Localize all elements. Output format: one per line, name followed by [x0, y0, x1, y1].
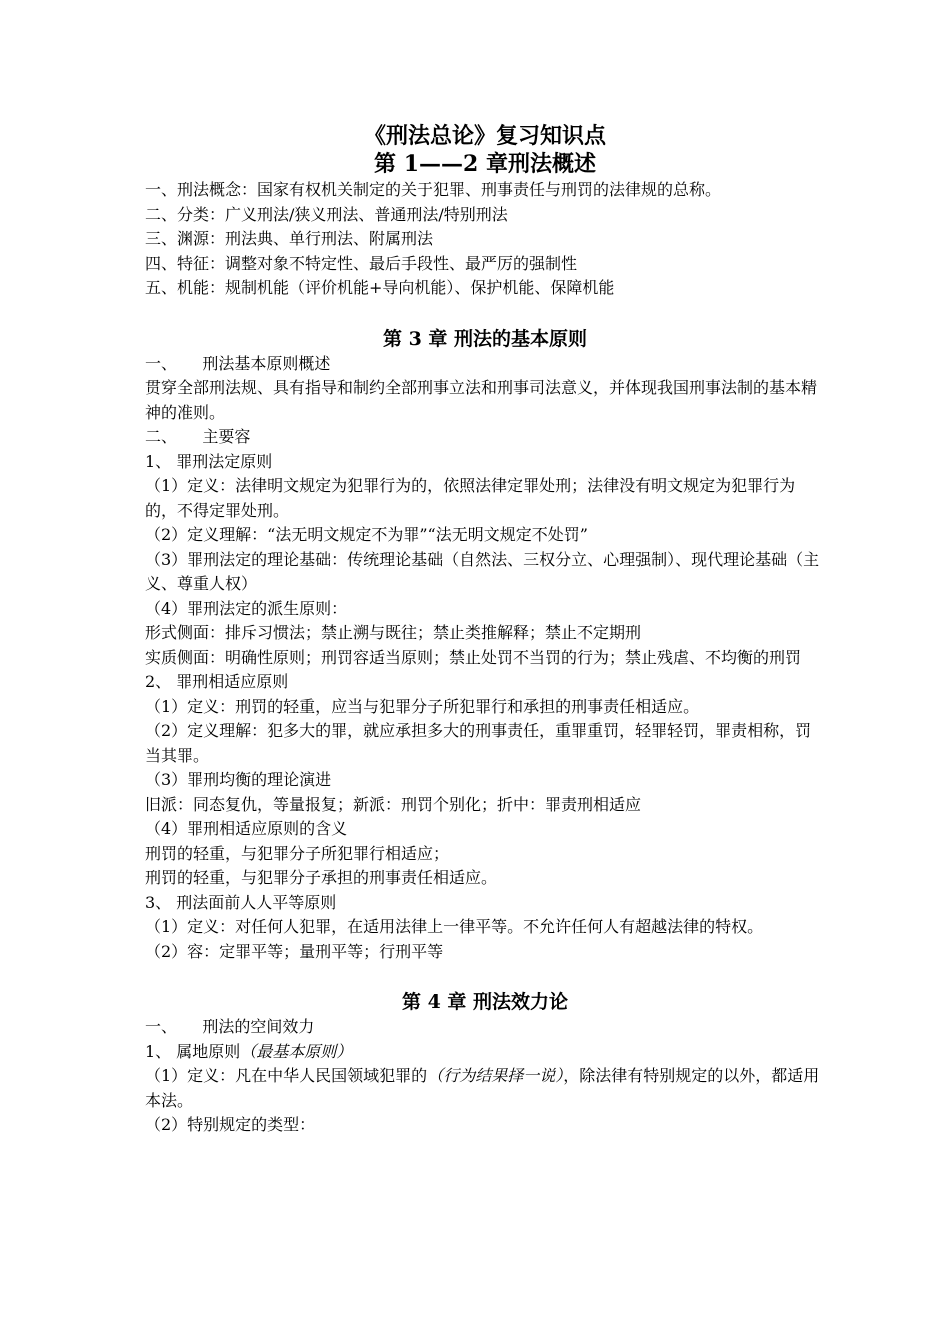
subsection-heading: [145, 1040, 825, 1065]
paragraph: 刑罚的轻重，与犯罪分子承担的刑事责任相适应。: [145, 868, 498, 887]
paragraph: 实质侧面：明确性原则；刑罚容适当原则；禁止处罚不当罚的行为；禁止残虐、不均衡的刑罚: [145, 647, 802, 667]
section-heading: 一、 刑法的空间效力: [145, 1017, 315, 1036]
chapter-3-title: 第 3 章 刑法的基本原则: [382, 327, 588, 350]
document-title: 《刑法总论》复习知识点: [363, 123, 606, 149]
heading-text: 1、 属地原则: [145, 1041, 241, 1061]
paragraph: 刑罚的轻重，与犯罪分子所犯罪行相适应；: [145, 843, 450, 863]
italic-note: （行为结果择一说）: [427, 1066, 564, 1085]
chapter-1-2-title: 第 1——2 章刑法概述: [374, 151, 596, 177]
paragraph: （1）定义：刑罚的轻重，应当与犯罪分子所犯罪行和承担的刑事责任相适应。: [145, 696, 700, 716]
paragraph: 三、渊源：刑法典、单行刑法、附属刑法: [145, 229, 434, 248]
italic-note: （最基本原则）: [240, 1041, 353, 1061]
paragraph-text: （1）定义：凡在中华人民国领域犯罪的: [145, 1066, 428, 1085]
paragraph-text: ，除法律有特别规定的以外，都适用本法。: [145, 1066, 820, 1110]
paragraph: （1）定义：法律明文规定为犯罪行为的，依照法律定罪处刑；法律没有明文规定为犯罪行为的，不得定罪处刑。: [145, 476, 796, 520]
paragraph: （3）罪刑均衡的理论演进: [145, 770, 332, 789]
paragraph: （1）定义：对任何人犯罪，在适用法律上一律平等。不允许任何人有超越法律的特权。: [145, 917, 764, 936]
paragraph: 形式侧面：排斥习惯法；禁止溯与既往；禁止类推解释；禁止不定期刑: [145, 623, 642, 642]
chapter-4-title: 第 4 章 刑法效力论: [401, 991, 569, 1013]
document-body: [145, 122, 825, 1138]
paragraph: （2）定义理解：犯多大的罪，就应承担多大的刑事责任，重罪重罚，轻罪轻罚，罪责相称，罚当其罪。: [145, 721, 812, 765]
paragraph: （2）容：定罪平等；量刑平等；行刑平等: [145, 941, 444, 961]
subsection-heading: 3、 刑法面前人人平等原则: [145, 892, 337, 912]
paragraph: （2）定义理解：“法无明文规定不为罪”“法无明文规定不处罚”: [145, 525, 588, 544]
paragraph: 二、分类：广义刑法/狭义刑法、普通刑法/特别刑法: [145, 204, 508, 224]
paragraph: 五、机能：规制机能（评价机能+导向机能）、保护机能、保障机能: [145, 278, 615, 297]
paragraph: （2）特别规定的类型：: [145, 1115, 316, 1134]
section-heading: 一、 刑法基本原则概述: [145, 353, 331, 373]
paragraph: （3）罪刑法定的理论基础：传统理论基础（自然法、三权分立、心理强制）、现代理论基础（主义、尊重人权）: [145, 549, 820, 593]
paragraph: [145, 1064, 825, 1113]
section-heading: 二、 主要容: [145, 427, 251, 446]
paragraph: 四、特征：调整对象不特定性、最后手段性、最严厉的强制性: [145, 253, 578, 273]
subsection-heading: 2、 罪刑相适应原则: [145, 672, 289, 691]
paragraph: 贯穿全部刑法规、具有指导和制约全部刑事立法和刑事司法意义，并体现我国刑事法制的基本精神的准则。: [145, 378, 818, 422]
paragraph: （4）罪刑相适应原则的含义: [145, 819, 348, 838]
paragraph: 一、刑法概念：国家有权机关制定的关于犯罪、刑事责任与刑罚的法律规的总称。: [145, 180, 722, 199]
subsection-heading: 1、 罪刑法定原则: [145, 451, 273, 471]
paragraph: （4）罪刑法定的派生原则：: [145, 598, 348, 618]
paragraph: 旧派：同态复仇，等量报复；新派：刑罚个别化；折中：罪责刑相适应: [145, 794, 642, 814]
